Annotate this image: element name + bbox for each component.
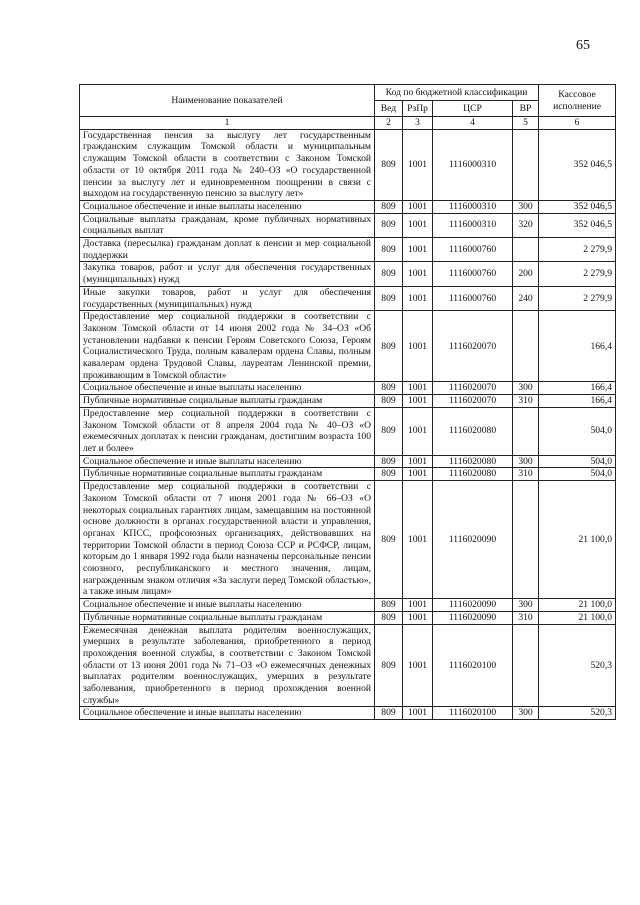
row-vr: 310 bbox=[513, 395, 539, 408]
row-rzpr: 1001 bbox=[403, 129, 433, 200]
table-row bbox=[80, 611, 616, 624]
row-ved: 809 bbox=[375, 213, 403, 237]
row-name: Социальное обеспечение и иные выплаты населению bbox=[80, 382, 375, 395]
row-ved: 809 bbox=[375, 262, 403, 286]
table-row bbox=[80, 129, 616, 200]
row-name: Предоставление мер социальной поддержки в соответствии с Законом Томской области от 7 июня 2001 года № 66–ОЗ «О некоторых социальных гарантиях лицам, замещавшим на постоянной основе должности в органах государственной власти и управления, органах КПСС, профсоюзных организациях, действовавших на территории Томской области в период Союза ССР и РСФСР, лицам, которым до 1 января 1992 года были назначены персональные пенсии союзного, республиканского и местного значения, лицам, награжденным знаком отличия «За заслуги перед Томской областью», а также иным лицам» bbox=[80, 481, 375, 599]
row-csr: 1116020090 bbox=[433, 599, 513, 612]
row-ved: 809 bbox=[375, 624, 403, 707]
table-row bbox=[80, 286, 616, 310]
column-number-row bbox=[80, 117, 616, 130]
row-csr: 1116020100 bbox=[433, 707, 513, 720]
row-name: Социальное обеспечение и иные выплаты населению bbox=[80, 707, 375, 720]
row-rzpr: 1001 bbox=[403, 707, 433, 720]
header-csr: ЦСР bbox=[433, 101, 513, 117]
row-name: Публичные нормативные социальные выплаты гражданам bbox=[80, 395, 375, 408]
row-ved: 809 bbox=[375, 599, 403, 612]
row-name: Доставка (пересылка) гражданам доплат к пенсии и мер социальной поддержки bbox=[80, 238, 375, 262]
row-amount: 504,0 bbox=[539, 455, 616, 468]
row-vr bbox=[513, 407, 539, 455]
row-amount: 504,0 bbox=[539, 407, 616, 455]
table-row bbox=[80, 468, 616, 481]
budget-table bbox=[79, 84, 616, 720]
row-rzpr: 1001 bbox=[403, 382, 433, 395]
row-rzpr: 1001 bbox=[403, 611, 433, 624]
table-row bbox=[80, 481, 616, 599]
column-number: 4 bbox=[433, 117, 513, 130]
row-vr: 300 bbox=[513, 200, 539, 213]
row-rzpr: 1001 bbox=[403, 262, 433, 286]
table-row bbox=[80, 395, 616, 408]
row-ved: 809 bbox=[375, 286, 403, 310]
column-number: 5 bbox=[513, 117, 539, 130]
row-amount: 166,4 bbox=[539, 311, 616, 382]
row-name: Социальное обеспечение и иные выплаты населению bbox=[80, 455, 375, 468]
row-csr: 1116000310 bbox=[433, 129, 513, 200]
row-rzpr: 1001 bbox=[403, 468, 433, 481]
row-amount: 21 100,0 bbox=[539, 611, 616, 624]
row-ved: 809 bbox=[375, 407, 403, 455]
row-rzpr: 1001 bbox=[403, 395, 433, 408]
row-csr: 1116000310 bbox=[433, 200, 513, 213]
row-rzpr: 1001 bbox=[403, 455, 433, 468]
table-row bbox=[80, 624, 616, 707]
row-vr bbox=[513, 481, 539, 599]
column-number: 1 bbox=[80, 117, 375, 130]
row-vr: 320 bbox=[513, 213, 539, 237]
row-csr: 1116000760 bbox=[433, 262, 513, 286]
row-name: Ежемесячная денежная выплата родителям военнослужащих, умерших в результате заболевания, приобретенного в период прохождения военной службы, в соответствии с Законом Томской области от 13 июня 2001 года № 71–ОЗ «О ежемесячных денежных выплатах родителям военнослужащих, умерших в результате заболевания, приобретенного в период прохождения военной службы» bbox=[80, 624, 375, 707]
row-name: Социальное обеспечение и иные выплаты населению bbox=[80, 599, 375, 612]
row-rzpr: 1001 bbox=[403, 624, 433, 707]
row-vr bbox=[513, 624, 539, 707]
table-body bbox=[80, 129, 616, 719]
row-csr: 1116000310 bbox=[433, 213, 513, 237]
row-vr bbox=[513, 129, 539, 200]
row-vr bbox=[513, 238, 539, 262]
row-rzpr: 1001 bbox=[403, 599, 433, 612]
row-ved: 809 bbox=[375, 238, 403, 262]
row-csr: 1116020070 bbox=[433, 311, 513, 382]
row-amount: 2 279,9 bbox=[539, 286, 616, 310]
header-code-group: Код по бюджетной классификации bbox=[375, 85, 539, 101]
row-rzpr: 1001 bbox=[403, 238, 433, 262]
header-cash: Кассовое исполнение bbox=[539, 85, 616, 117]
header-name: Наименование показателей bbox=[80, 85, 375, 117]
header-rzpr: РзПр bbox=[403, 101, 433, 117]
row-vr: 300 bbox=[513, 707, 539, 720]
row-name: Государственная пенсия за выслугу лет государственным гражданским служащим Томской области и муниципальным служащим Томской области в соответствии с Законом Томской области от 10 октября 2011 года № 240–ОЗ «О государственной пенсии за выслугу лет и единовременном поощрении в связи с выходом на государственную пенсию за выслугу лет» bbox=[80, 129, 375, 200]
page-number: 65 bbox=[576, 38, 590, 53]
row-csr: 1116020080 bbox=[433, 407, 513, 455]
header-vr: ВР bbox=[513, 101, 539, 117]
row-amount: 2 279,9 bbox=[539, 238, 616, 262]
row-vr: 300 bbox=[513, 382, 539, 395]
table-row bbox=[80, 262, 616, 286]
row-rzpr: 1001 bbox=[403, 407, 433, 455]
row-name: Публичные нормативные социальные выплаты гражданам bbox=[80, 611, 375, 624]
row-rzpr: 1001 bbox=[403, 481, 433, 599]
row-ved: 809 bbox=[375, 395, 403, 408]
row-amount: 352 046,5 bbox=[539, 213, 616, 237]
row-vr: 310 bbox=[513, 468, 539, 481]
row-csr: 1116000760 bbox=[433, 286, 513, 310]
row-amount: 520,3 bbox=[539, 707, 616, 720]
table-row bbox=[80, 707, 616, 720]
table-row bbox=[80, 200, 616, 213]
row-amount: 352 046,5 bbox=[539, 129, 616, 200]
row-ved: 809 bbox=[375, 200, 403, 213]
row-csr: 1116020070 bbox=[433, 382, 513, 395]
row-ved: 809 bbox=[375, 707, 403, 720]
row-vr: 310 bbox=[513, 611, 539, 624]
row-ved: 809 bbox=[375, 455, 403, 468]
row-vr bbox=[513, 311, 539, 382]
row-csr: 1116020090 bbox=[433, 611, 513, 624]
row-vr: 200 bbox=[513, 262, 539, 286]
table-row bbox=[80, 407, 616, 455]
table-row bbox=[80, 382, 616, 395]
row-amount: 21 100,0 bbox=[539, 481, 616, 599]
row-amount: 21 100,0 bbox=[539, 599, 616, 612]
row-amount: 166,4 bbox=[539, 395, 616, 408]
row-csr: 1116020100 bbox=[433, 624, 513, 707]
row-amount: 352 046,5 bbox=[539, 200, 616, 213]
row-ved: 809 bbox=[375, 311, 403, 382]
table-row bbox=[80, 213, 616, 237]
row-name: Предоставление мер социальной поддержки в соответствии с Законом Томской области от 8 апреля 2004 года № 40–ОЗ «О ежемесячных доплатах к пенсии гражданам, достигшим возраста 100 лет и более» bbox=[80, 407, 375, 455]
row-vr: 300 bbox=[513, 599, 539, 612]
column-number: 6 bbox=[539, 117, 616, 130]
row-csr: 1116020070 bbox=[433, 395, 513, 408]
row-rzpr: 1001 bbox=[403, 311, 433, 382]
row-ved: 809 bbox=[375, 129, 403, 200]
row-csr: 1116020090 bbox=[433, 481, 513, 599]
row-csr: 1116020080 bbox=[433, 468, 513, 481]
row-vr: 240 bbox=[513, 286, 539, 310]
row-name: Публичные нормативные социальные выплаты гражданам bbox=[80, 468, 375, 481]
column-number: 3 bbox=[403, 117, 433, 130]
row-name: Предоставление мер социальной поддержки в соответствии с Законом Томской области от 14 июня 2002 года № 34–ОЗ «Об установлении надбавки к пенсии Героям Советского Союза, Героям Социалистического Труда, полным кавалерам ордена Славы, полным кавалерам ордена Трудовой Славы, лауреатам Ленинской премии, проживающим в Томской области» bbox=[80, 311, 375, 382]
row-rzpr: 1001 bbox=[403, 200, 433, 213]
row-csr: 1116020080 bbox=[433, 455, 513, 468]
row-amount: 166,4 bbox=[539, 382, 616, 395]
row-rzpr: 1001 bbox=[403, 286, 433, 310]
column-number: 2 bbox=[375, 117, 403, 130]
row-csr: 1116000760 bbox=[433, 238, 513, 262]
row-name: Иные закупки товаров, работ и услуг для обеспечения государственных (муниципальных) нужд bbox=[80, 286, 375, 310]
table-row bbox=[80, 599, 616, 612]
row-rzpr: 1001 bbox=[403, 213, 433, 237]
row-amount: 2 279,9 bbox=[539, 262, 616, 286]
row-ved: 809 bbox=[375, 481, 403, 599]
table-row bbox=[80, 455, 616, 468]
table-row bbox=[80, 238, 616, 262]
row-name: Закупка товаров, работ и услуг для обеспечения государственных (муниципальных) нужд bbox=[80, 262, 375, 286]
row-amount: 520,3 bbox=[539, 624, 616, 707]
table-row bbox=[80, 311, 616, 382]
row-vr: 300 bbox=[513, 455, 539, 468]
row-amount: 504,0 bbox=[539, 468, 616, 481]
row-name: Социальные выплаты гражданам, кроме публичных нормативных социальных выплат bbox=[80, 213, 375, 237]
row-ved: 809 bbox=[375, 468, 403, 481]
row-name: Социальное обеспечение и иные выплаты населению bbox=[80, 200, 375, 213]
row-ved: 809 bbox=[375, 382, 403, 395]
row-ved: 809 bbox=[375, 611, 403, 624]
header-ved: Вед bbox=[375, 101, 403, 117]
